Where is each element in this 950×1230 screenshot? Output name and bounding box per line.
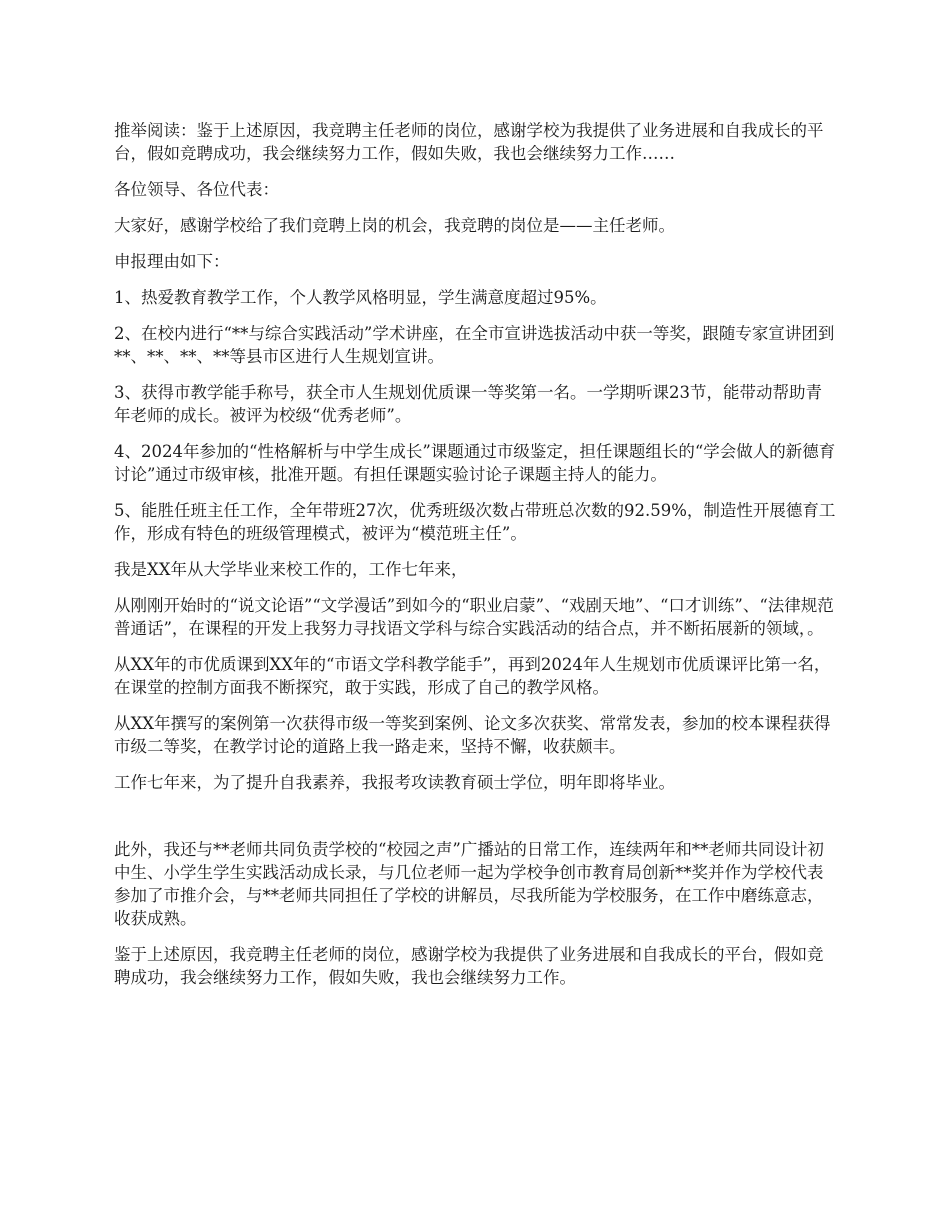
paragraph-reason-2: 2、在校内进行“**与综合实践活动”学术讲座，在全市宣讲选拔活动中获一等奖，跟随专家宣讲团到**、**、**、**等县市区进行人生规划宣讲。 [114, 324, 835, 366]
paragraph-case-awards: 从XX年撰写的案例第一次获得市级一等奖到案例、论文多次获奖、常常发表，参加的校本课程获得市级二等奖，在教学讨论的道路上我一路走来，坚持不懈，收获颇丰。 [114, 714, 831, 756]
paragraph-reason-1: 1、热爱教育教学工作，个人教学风格明显，学生满意度超过95%。 [114, 288, 607, 307]
paragraph-additional-work: 此外，我还与**老师共同负责学校的“校园之声”广播站的日常工作，连续两年和**老师共同设计初中生、小学生学生实践活动成长录，与几位老师一起为学校争创市教育局创新**奖并作为学校代表参加了市推介会，与**老师共同担任了学校的讲解员，尽我所能为学校服务，在工作中磨练意志，收获成熟。 [114, 840, 824, 928]
paragraph-conclusion: 鉴于上述原因，我竞聘主任老师的岗位，感谢学校为我提供了业务进展和自我成长的平台，假如竞聘成功，我会继续努力工作，假如失败，我也会继续努力工作。 [114, 945, 824, 987]
paragraph-quality-class: 从XX年的市优质课到XX年的“市语文学科教学能手”，再到2024年人生规划市优质课评比第一名，在课堂的控制方面我不断探究，敢于实践，形成了自己的教学风格。 [114, 655, 831, 697]
paragraph-work-start: 我是XX年从大学毕业来校工作的，工作七年来， [114, 560, 468, 579]
paragraph-masters-degree: 工作七年来，为了提升自我素养，我报考攻读教育硕士学位，明年即将毕业。 [114, 773, 675, 792]
blank-line [114, 807, 838, 838]
paragraph-greeting: 大家好，感谢学校给了我们竞聘上岗的机会，我竞聘的岗位是——主任老师。 [114, 216, 675, 235]
paragraph-reason-3: 3、获得市教学能手称号，获全市人生规划优质课一等奖第一名。一学期听课23节，能带动帮助青年老师的成长。被评为校级“优秀老师”。 [114, 383, 822, 425]
paragraph-curriculum: 从刚刚开始时的“说文论语”“文学漫话”到如今的“职业启蒙”、“戏剧天地”、“口才训练”、“法律规范普通话”，在课程的开发上我努力寻找语文学科与综合实践活动的结合点，并不断拓展新的领域，。 [114, 596, 834, 638]
paragraph-reasons-heading: 申报理由如下： [114, 252, 230, 271]
paragraph-reason-4: 4、2024年参加的“性格解析与中学生成长”课题通过市级鉴定，担任课题组长的“学会做人的新德育讨论”通过市级审核，批准开题。有担任课题实验讨论子课题主持人的能力。 [114, 442, 836, 484]
paragraph-recommended-reading: 推举阅读：鉴于上述原因，我竞聘主任老师的岗位，感谢学校为我提供了业务进展和自我成长的平台，假如竞聘成功，我会继续努力工作，假如失败，我也会继续努力工作…… [114, 121, 824, 163]
paragraph-salutation: 各位领导、各位代表： [114, 180, 279, 199]
document-body [114, 119, 838, 989]
paragraph-reason-5: 5、能胜任班主任工作，全年带班27次，优秀班级次数占带班总次数的92.59%，制造性开展德育工作，形成有特色的班级管理模式，被评为“模范班主任”。 [114, 501, 836, 543]
